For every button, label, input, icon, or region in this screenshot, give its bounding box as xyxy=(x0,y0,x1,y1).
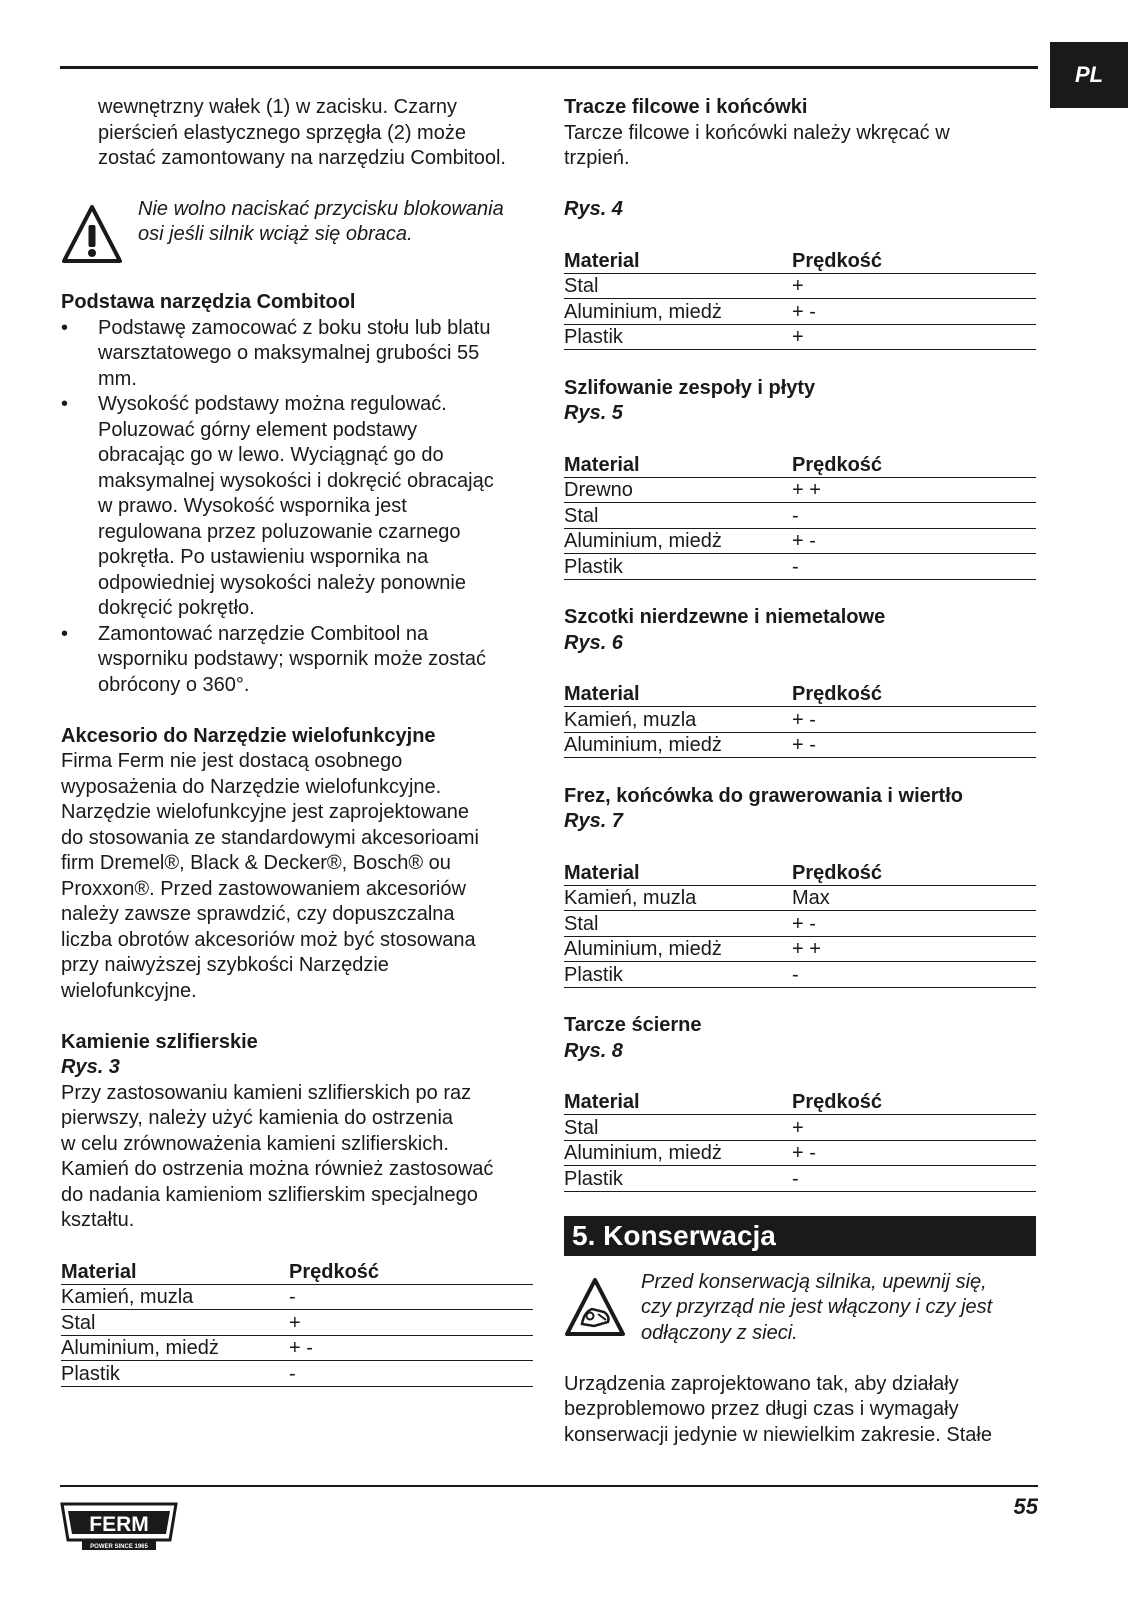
bullet-item: • Zamontować narzędzie Combitool na wsporniku podstawy; wspornik może zostać obrócony o 360°. xyxy=(61,622,533,699)
table-row: Kamień, muzla Max xyxy=(564,885,1036,911)
warning-note xyxy=(61,197,533,265)
bullet-item: • Podstawę zamocować z boku stołu lub blatu warsztatowego o maksymalnej grubości 55 mm. xyxy=(61,316,533,393)
text-line: wewnętrzny wałek (1) w zacisku. Czarny xyxy=(98,96,457,118)
maintenance-paragraph: Urządzenia zaprojektowano tak, aby działały bezproblemowo przez długi czas i wymagały konserwacji jedynie w niewielkim zakresie. Stałe xyxy=(564,1372,992,1446)
table-row: Plastik + xyxy=(564,324,1036,350)
text-line: trzpień. xyxy=(564,147,630,169)
bullet-list xyxy=(61,316,533,699)
bullet-item: • Wysokość podstawy można regulować. Poluzować górny element podstawy obracając go w lewo. Wyciągnąć go do maksymalnej wysokości i dokręcić obracając w prawo. Wysokość wspornika jest regulowana przez poluzowanie czarnego pokrętła. Po ustawieniu wspornika na odpowiedniej wysokości należy ponownie dokręcić pokrętło. xyxy=(61,392,533,622)
speed-table: Material Prędkość Drewno + + Stal - Aluminium, miedż + - Plastik - xyxy=(564,452,1036,580)
warning-text: osi jeśli silnik wciąż się obraca. xyxy=(138,223,413,245)
section-title: Szlifowanie zespoły i płyty xyxy=(564,376,816,399)
table-row: Aluminium, miedż + - xyxy=(61,1335,533,1361)
speed-table: Material Prędkość Stal + Aluminium, miedż + - Plastik + xyxy=(564,248,1036,350)
table-row: Aluminium, miedż + - xyxy=(564,732,1036,758)
figure-ref: Rys. 6 xyxy=(564,631,623,654)
table-row: Stal + xyxy=(564,273,1036,299)
table-row: Stal - xyxy=(564,503,1036,529)
table-row: Aluminium, miedż + + xyxy=(564,936,1036,962)
table-row: Stal + xyxy=(564,1115,1036,1141)
language-tab: PL xyxy=(1050,42,1128,108)
section-title: Frez, końcówka do grawerowania i wiertło xyxy=(564,784,963,807)
hand-hazard-icon xyxy=(564,1276,626,1338)
chapter-heading: 5. Konserwacja xyxy=(564,1216,1036,1256)
figure-ref: Rys. 7 xyxy=(564,810,623,832)
section-title: Tracze filcowe i końcówki xyxy=(564,96,808,118)
table-row: Kamień, muzla - xyxy=(61,1284,533,1310)
warning-text: czy przyrząd nie jest włączony i czy jest xyxy=(641,1296,993,1318)
right-column xyxy=(564,95,1036,1448)
figure-ref: Rys. 8 xyxy=(564,1039,623,1062)
table-row: Aluminium, miedż + - xyxy=(564,1140,1036,1166)
logo-text: FERM xyxy=(89,1513,149,1536)
speed-table: Material Prędkość Kamień, muzla - Stal + Aluminium, miedż + - Plastik - xyxy=(61,1259,533,1387)
warning-text: Przed konserwacją silnika, upewnij się, xyxy=(641,1270,987,1293)
table-row: Aluminium, miedż + - xyxy=(564,528,1036,554)
top-rule xyxy=(60,66,1038,69)
ferm-logo xyxy=(60,1502,178,1552)
table-row: Stal + xyxy=(61,1310,533,1336)
left-column xyxy=(61,95,533,1387)
section-title: Tarcze ścierne xyxy=(564,1014,702,1036)
figure-ref: Rys. 5 xyxy=(564,402,623,424)
logo-subtext: POWER SINCE 1965 xyxy=(90,1544,148,1550)
intro-paragraph xyxy=(61,95,533,172)
table-row: Aluminium, miedż + - xyxy=(564,299,1036,325)
speed-table: Material Prędkość Kamień, muzla + - Aluminium, miedż + - xyxy=(564,682,1036,759)
figure-ref: Rys. 3 xyxy=(61,1056,120,1078)
bottom-rule xyxy=(60,1485,1038,1487)
speed-table: Material Prędkość Kamień, muzla Max Stal + - Aluminium, miedż + + Plastik - xyxy=(564,860,1036,988)
maintenance-warning xyxy=(564,1270,1036,1347)
table-row: Stal + - xyxy=(564,911,1036,937)
table-row: Drewno + + xyxy=(564,477,1036,503)
table-row: Plastik - xyxy=(564,554,1036,580)
table-row: Plastik - xyxy=(564,962,1036,988)
section-title: Szcotki nierdzewne i niemetalowe xyxy=(564,606,886,628)
warning-text: Nie wolno naciskać przycisku blokowania xyxy=(138,197,504,220)
figure-ref: Rys. 4 xyxy=(564,198,623,220)
stones-paragraph: Przy zastosowaniu kamieni szlifierskich po raz pierwszy, należy użyć kamienia do ostrzenia w celu zrównoważenia kamieni szlifierskich. Kamień do ostrzenia można również zastosować do nadania kamieniom szlifierskim specjalnego kształtu. xyxy=(61,1081,494,1231)
accessories-paragraph: Firma Ferm nie jest dostacą osobnego wyposażenia do Narzędzie wielofunkcyjne. Narzędzie wielofunkcyjne jest zaprojektowane do stosowania ze standardowymi akcesorioami firm Dremel®, Black & Decker®, Bosch® ou Proxxon®. Przed zastowowaniem akcesoriów należy zawsze sprawdzić, czy dopuszczalna liczba obrotów akcesoriów moż być stosowana przy naiwyższej szybkości Narzędzie wielofunkcyjne. xyxy=(61,750,479,1002)
page-number: 55 xyxy=(1013,1494,1038,1519)
table-row: Kamień, muzla + - xyxy=(564,707,1036,733)
table-row: Plastik - xyxy=(61,1361,533,1387)
section-title: Podstawa narzędzia Combitool xyxy=(61,291,356,313)
text-line: pierścień elastycznego sprzęgła (2) może xyxy=(98,121,466,144)
section-title: Kamienie szlifierskie xyxy=(61,1030,258,1053)
text-line: zostać zamontowany na narzędziu Combitool. xyxy=(98,147,506,169)
table-row: Plastik - xyxy=(564,1166,1036,1192)
warning-text: odłączony z sieci. xyxy=(641,1321,798,1344)
speed-table: Material Prędkość Stal + Aluminium, miedż + - Plastik - xyxy=(564,1090,1036,1192)
text-line: Tarcze filcowe i końcówki należy wkręcać w xyxy=(564,121,950,144)
section-title: Akcesorio do Narzędzie wielofunkcyjne xyxy=(61,724,436,747)
warning-triangle-icon xyxy=(61,203,123,265)
